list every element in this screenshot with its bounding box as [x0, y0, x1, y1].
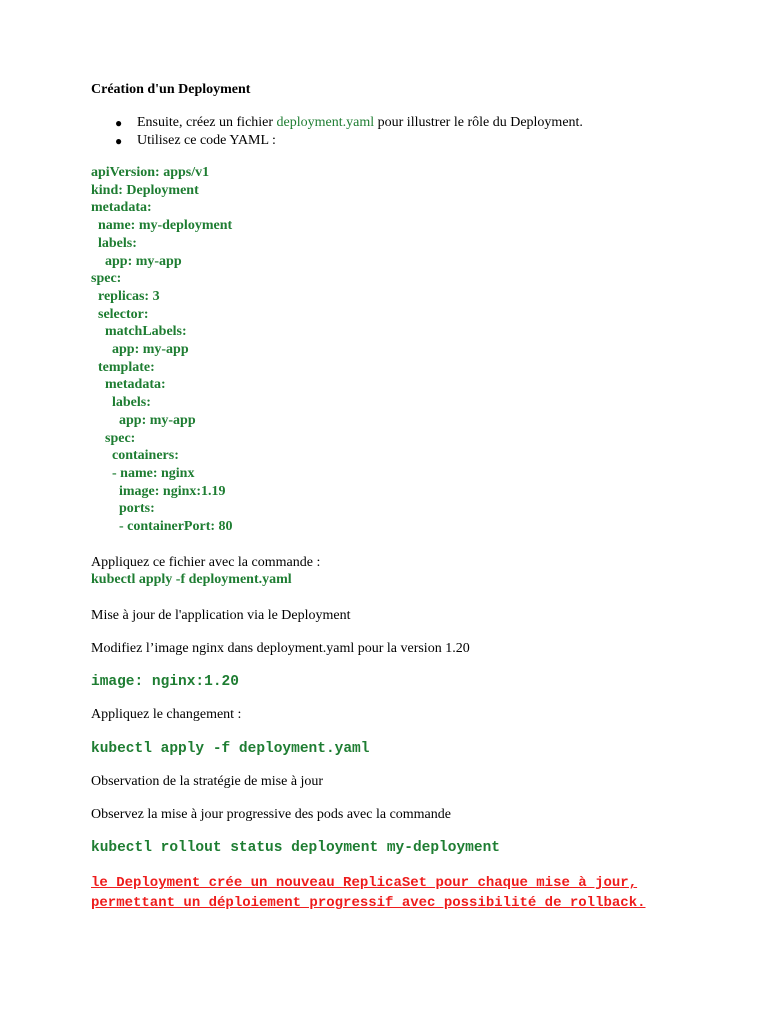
file-name: deployment.yaml [276, 115, 375, 130]
apply-change-text: Appliquez le changement : [91, 707, 242, 722]
rollback-note [91, 873, 646, 913]
observe-text: Observez la mise à jour progressive des pods avec la commande [91, 807, 451, 822]
list-item [115, 114, 583, 132]
bullet-text-suffix: pour illustrer le rôle du Deployment. [374, 115, 583, 130]
bullet-text-prefix: Ensuite, créez un fichier [137, 115, 277, 130]
bullet-icon: ● [115, 134, 123, 148]
update-heading: Mise à jour de l'application via le Deployment [91, 608, 351, 623]
note-line: le Deployment crée un nouveau ReplicaSet pour chaque mise à jour, [91, 875, 638, 891]
observation-heading: Observation de la stratégie de mise à jour [91, 774, 324, 789]
section-title: Création d'un Deployment [91, 82, 251, 97]
rollout-command: kubectl rollout status deployment my-deployment [91, 840, 500, 856]
apply-intro-text: Appliquez ce fichier avec la commande : [91, 555, 321, 570]
list-item [115, 132, 583, 150]
bullet-icon: ● [115, 116, 123, 130]
image-code-line: image: nginx:1.20 [91, 674, 239, 690]
apply-change-command: kubectl apply -f deployment.yaml [91, 741, 370, 757]
modify-text: Modifiez l’image nginx dans deployment.yaml pour la version 1.20 [91, 641, 470, 656]
note-line: permettant un déploiement progressif avec possibilité de rollback. [91, 895, 646, 911]
apply-command: kubectl apply -f deployment.yaml [91, 572, 292, 587]
bullet-text: Utilisez ce code YAML : [137, 133, 276, 148]
yaml-code-block: apiVersion: apps/v1 kind: Deployment metadata: name: my-deployment labels: app: my-app spec: replicas: 3 selector: matchLabels: app: my-app template: metadata: labels: app: my-app spec: containers: - name: nginx image: nginx:1.19 ports: - containerPort: 80 [91, 165, 233, 535]
instruction-list [115, 114, 583, 150]
